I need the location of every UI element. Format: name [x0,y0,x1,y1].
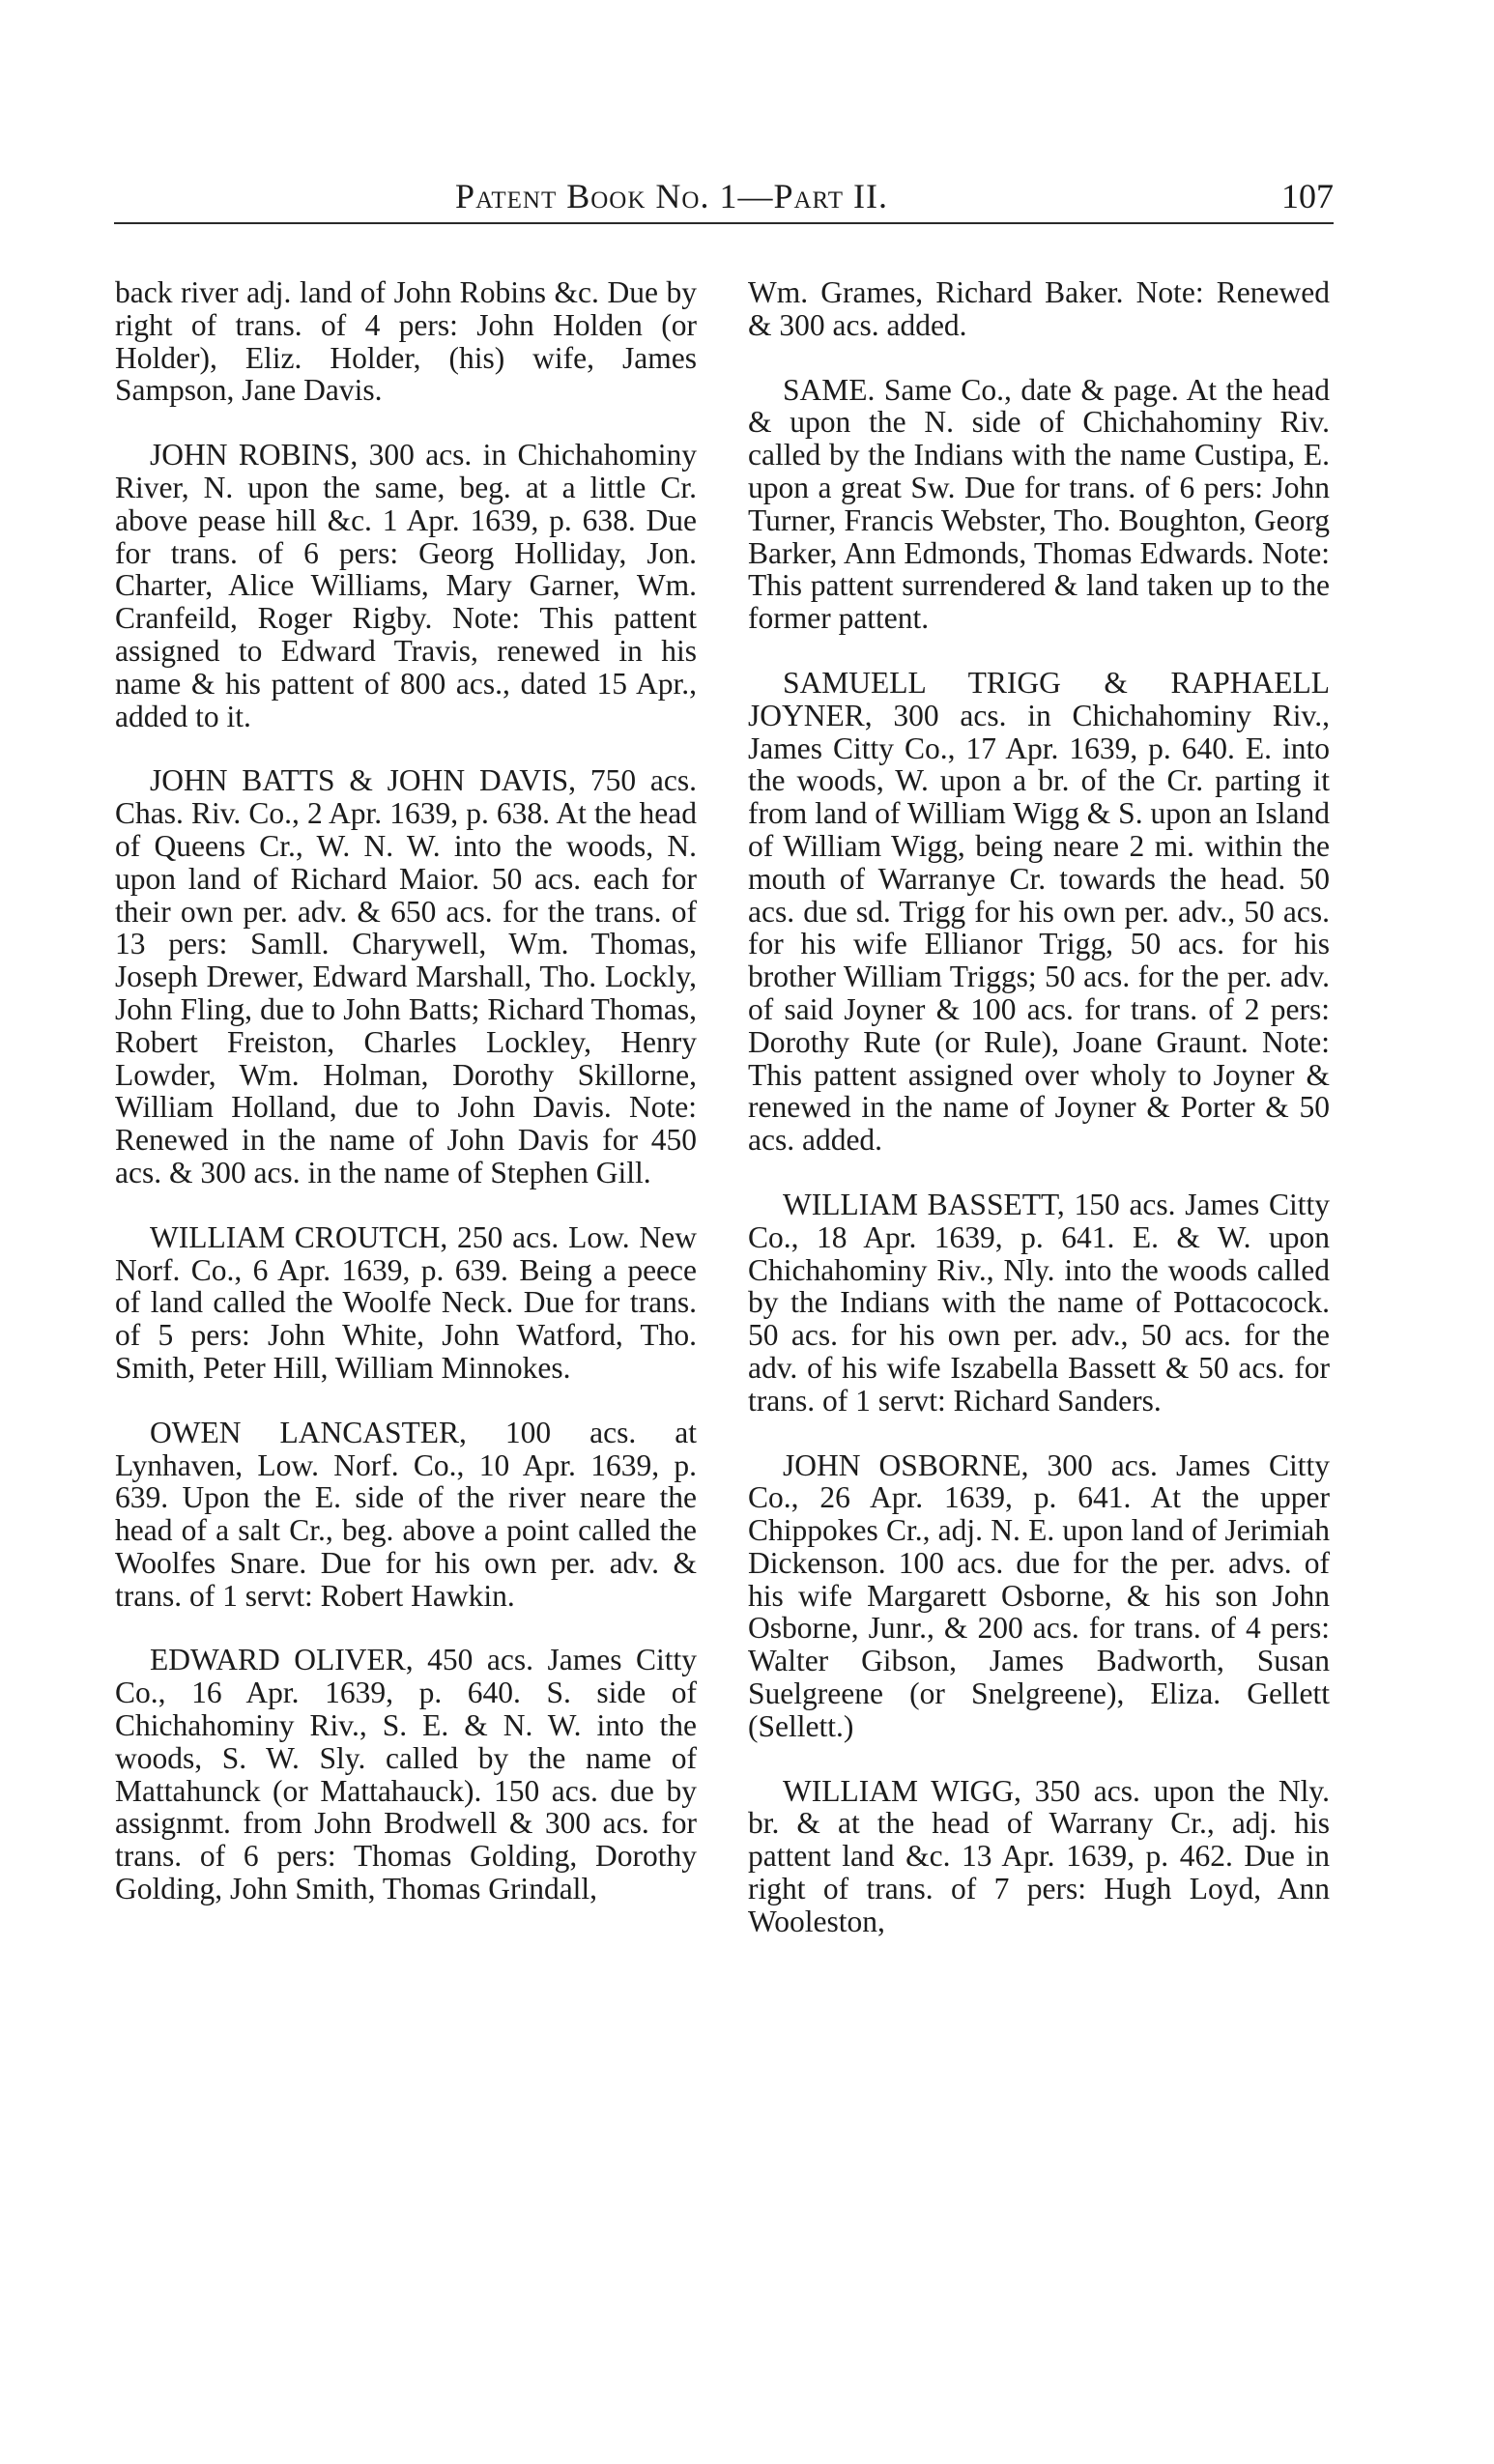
patent-entry-john-batts-john-davis: JOHN BATTS & JOHN DAVIS, 750 acs. Chas. Riv. Co., 2 Apr. 1639, p. 638. At the head of Queens Cr., W. N. W. into the woods, N. upon land of Richard Maior. 50 acs. each for their own per. adv. & 650 acs. for the trans. of 13 pers: Samll. Charywell, Wm. Thomas, Joseph Drewer, Edward Marshall, Tho. Lockly, John Fling, due to John Batts; Richard Thomas, Robert Freiston, Charles Lockley, Henry Lowder, Wm. Holman, Dorothy Skillorne, William Holland, due to John Davis. Note: Renewed in the name of John Davis for 450 acs. & 300 acs. in the name of Stephen Gill. [115,763,697,1189]
patent-entry-john-osborne: JOHN OSBORNE, 300 acs. James Citty Co., 26 Apr. 1639, p. 641. At the upper Chippokes Cr., adj. N. E. upon land of Jerimiah Dickenson. 100 acs. due for the per. advs. of his wife Margarett Osborne, & his son John Osborne, Junr., & 200 acs. for trans. of 4 pers: Walter Gibson, James Badworth, Susan Suelgreene (or Snelgreene), Eliza. Gellett (Sellett.) [748,1447,1330,1743]
patent-entry-continued: Wm. Grames, Richard Baker. Note: Renewed & 300 acs. added. [748,275,1330,342]
patent-entry-owen-lancaster: OWEN LANCASTER, 100 acs. at Lynhaven, Low. Norf. Co., 10 Apr. 1639, p. 639. Upon the E. side of the river neare the head of a salt Cr., beg. above a point called the Woolfes Snare. Due for his own per. adv. & trans. of 1 servt: Robert Hawkin. [115,1415,697,1613]
patent-entry-same: SAME. Same Co., date & page. At the head & upon the N. side of Chichahominy Riv. called by the Indians with the name Custipa, E. upon a great Sw. Due for trans. of 6 pers: John Turner, Francis Webster, Tho. Boughton, Georg Barker, Ann Edmonds, Thomas Edwards. Note: This pattent surrendered & land taken up to the former pattent. [748,372,1330,636]
patent-entry-william-croutch: WILLIAM CROUTCH, 250 acs. Low. New Norf. Co., 6 Apr. 1639, p. 639. Being a peece of land called the Woolfe Neck. Due for trans. of 5 pers: John White, John Watford, Tho. Smith, Peter Hill, William Minnokes. [115,1219,697,1385]
patent-entry-samuell-trigg-raphaell-joyner: SAMUELL TRIGG & RAPHAELL JOYNER, 300 acs. in Chichahominy Riv., James Citty Co., 17 Apr. 1639, p. 640. E. into the woods, W. upon a br. of the Cr. parting it from land of William Wigg & S. upon an Island of William Wigg, being neare 2 mi. within the mouth of Warranye Cr. towards the head. 50 acs. due sd. Trigg for his own per. adv., 50 acs. for his wife Ellianor Trigg, 50 acs. for his brother William Triggs; 50 acs. for the per. adv. of said Joyner & 100 acs. for trans. of 2 pers: Dorothy Rute (or Rule), Joane Graunt. Note: This pattent assigned over wholy to Joyner & renewed in the name of Joyner & Porter & 50 acs. added. [748,665,1330,1158]
patent-entry-william-bassett: WILLIAM BASSETT, 150 acs. James Citty Co., 18 Apr. 1639, p. 641. E. & W. upon Chichahominy Riv., Nly. into the woods called by the Indians with the name of Pottacocock. 50 acs. for his own per. adv., 50 acs. for the adv. of his wife Iszabella Bassett & 50 acs. for trans. of 1 servt: Richard Sanders. [748,1187,1330,1418]
patent-entry-continued: back river adj. land of John Robins &c. Due by right of trans. of 4 pers: John Holden (or Holder), Eliz. Holder, (his) wife, James Sampson, Jane Davis. [115,275,697,408]
left-column [115,276,697,1937]
patent-entry-william-wigg: WILLIAM WIGG, 350 acs. upon the Nly. br. & at the head of Warrany Cr., adj. his pattent land &c. 13 Apr. 1639, p. 462. Due in right of trans. of 7 pers: Hugh Loyd, Ann Wooleston, [748,1773,1330,1938]
page-header [114,172,1334,224]
patent-entry-edward-oliver: EDWARD OLIVER, 450 acs. James Citty Co., 16 Apr. 1639, p. 640. S. side of Chichahominy Riv., S. E. & N. W. into the woods, S. W. Sly. called by the name of Mattahunck (or Mattahauck). 150 acs. due by assignmt. from John Brodwell & 300 acs. for trans. of 6 pers: Thomas Golding, Dorothy Golding, John Smith, Thomas Grindall, [115,1643,697,1906]
patent-entry-john-robins: JOHN ROBINS, 300 acs. in Chichahominy River, N. upon the same, beg. at a little Cr. above pease hill &c. 1 Apr. 1639, p. 638. Due for trans. of 6 pers: Georg Holliday, Jon. Charter, Alice Williams, Mary Garner, Wm. Cranfeild, Roger Rigby. Note: This pattent assigned to Edward Travis, renewed in his name & his pattent of 800 acs., dated 15 Apr., added to it. [115,438,697,733]
running-title: Patent Book No. 1—Part II. [455,177,888,215]
right-column [748,276,1330,1970]
page-number: 107 [1281,177,1334,215]
